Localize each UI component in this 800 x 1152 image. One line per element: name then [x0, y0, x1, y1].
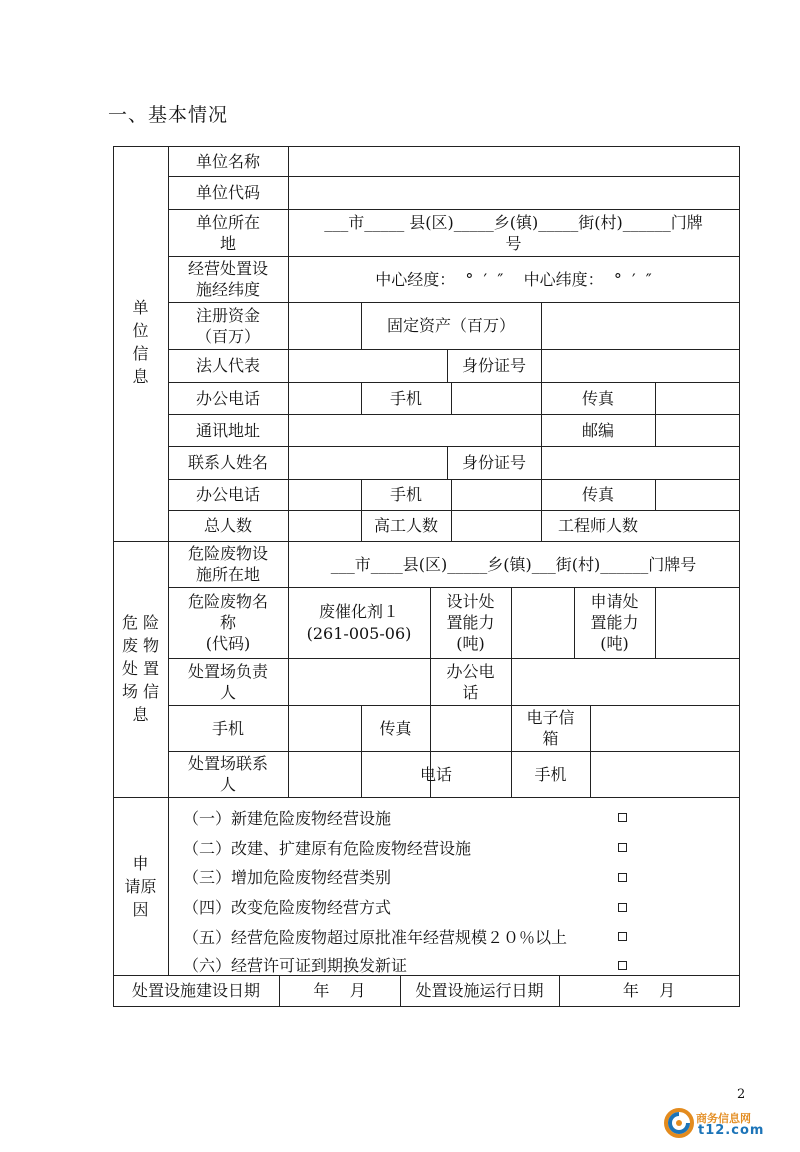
contact-name-label: 联系人姓名	[187, 453, 268, 472]
page-number: 2	[737, 1087, 746, 1102]
site-mobile-label-2: 手机	[534, 764, 567, 784]
hazard-site-field[interactable]: ___市____县(区)_____乡(镇)___街(村)______门牌号	[330, 554, 697, 574]
hazard-group-row-2: 废 物	[121, 635, 160, 655]
reason-item-6: （六）经营许可证到期换发新证	[183, 956, 408, 975]
address-field[interactable]	[288, 414, 541, 446]
hazard-group-row-3: 处 置	[121, 658, 160, 678]
legal-rep-field[interactable]	[288, 349, 447, 382]
office-phone-field-2[interactable]	[288, 479, 361, 510]
senior-eng-field[interactable]	[451, 510, 541, 541]
apply-capacity-label: 申请处 置能力 (吨)	[590, 592, 639, 653]
reason-checkbox-3[interactable]	[618, 873, 627, 882]
reasons-group-label: 申 请原 因	[124, 853, 157, 919]
site-contact-label: 处置场联系 人	[187, 754, 268, 794]
site-fax-field[interactable]	[430, 705, 511, 751]
fixed-assets-field[interactable]	[541, 302, 739, 349]
fax-field[interactable]	[655, 382, 739, 414]
unit-location-field[interactable]: ___市_____ 县(区)_____乡(镇)_____街(村)______门牌 号	[324, 212, 703, 253]
unit-coord-field[interactable]: 中心经度： ° ′ ″ 中心纬度： ° ′ ″	[375, 269, 652, 289]
mobile-field-2[interactable]	[451, 479, 541, 510]
reason-checkbox-4[interactable]	[618, 903, 627, 912]
section-title: 一、基本情况	[108, 104, 229, 126]
site-manager-field[interactable]	[288, 658, 430, 705]
reason-checkbox-2[interactable]	[618, 843, 627, 852]
capital-label: 注册资金 （百万）	[195, 305, 260, 346]
fixed-assets-label: 固定资产（百万）	[386, 316, 515, 335]
site-office-phone-field[interactable]	[511, 658, 739, 705]
unit-name-field[interactable]	[288, 146, 739, 176]
site-mobile-field[interactable]	[288, 705, 361, 751]
unit-location-label: 单位所在 地	[195, 212, 260, 253]
site-office-phone-label: 办公电 话	[446, 661, 495, 702]
site-email-label: 电子信 箱	[526, 708, 575, 748]
reason-checkbox-1[interactable]	[618, 813, 627, 822]
fax-field-2[interactable]	[655, 479, 739, 510]
apply-capacity-field[interactable]	[655, 587, 739, 658]
hazard-group-row-1: 危 险	[121, 612, 160, 632]
capital-field[interactable]	[288, 302, 361, 349]
application-form	[113, 146, 740, 1007]
waste-name-field[interactable]: 废催化剂１ (261-005-06)	[306, 601, 412, 643]
mobile-field[interactable]	[451, 382, 541, 414]
design-capacity-label: 设计处 置能力 (吨)	[446, 592, 495, 653]
site-phone-label: 电话	[419, 764, 452, 784]
senior-eng-label: 高工人数	[373, 516, 438, 535]
mobile-label: 手机	[389, 388, 422, 408]
office-phone-field[interactable]	[288, 382, 361, 414]
unit-code-label: 单位代码	[195, 183, 260, 202]
site-manager-label: 处置场负责 人	[187, 661, 268, 702]
unit-coord-label: 经营处置设 施经纬度	[187, 259, 268, 299]
id-number-label: 身份证号	[461, 356, 526, 375]
fax-label-2: 传真	[581, 485, 614, 504]
reason-item-4: （四）改变危险废物经营方式	[183, 898, 392, 917]
postcode-label: 邮编	[581, 420, 614, 440]
reason-item-2: （二）改建、扩建原有危险废物经营设施	[183, 839, 472, 858]
total-staff-field[interactable]	[288, 510, 361, 541]
run-date-label: 处置设施运行日期	[415, 981, 544, 1000]
site-mobile-field-2[interactable]	[590, 751, 739, 797]
site-email-field[interactable]	[590, 705, 739, 751]
reason-checkbox-5[interactable]	[618, 932, 627, 941]
watermark-swirl-icon	[664, 1108, 694, 1138]
site-fax-label: 传真	[379, 718, 412, 738]
site-mobile-label: 手机	[211, 718, 244, 738]
site-contact-field[interactable]	[288, 751, 361, 797]
address-label: 通讯地址	[195, 420, 260, 440]
office-phone-label: 办公电话	[195, 388, 260, 408]
engineer-label: 工程师人数	[557, 516, 638, 535]
hazard-info-group-label	[113, 608, 168, 728]
watermark-logo	[664, 1108, 784, 1142]
build-date-field[interactable]: 年 月	[313, 981, 366, 1000]
mobile-label-2: 手机	[389, 485, 422, 504]
waste-name-label: 危险废物名 称 (代码)	[187, 592, 268, 653]
id-number-field[interactable]	[541, 349, 739, 382]
legal-rep-label: 法人代表	[195, 356, 260, 375]
engineer-field[interactable]	[655, 510, 739, 541]
fax-label: 传真	[581, 388, 614, 408]
hazard-group-row-4: 场 信	[121, 681, 160, 701]
watermark-bottom-text: t12.com	[698, 1123, 765, 1138]
contact-name-field[interactable]	[288, 446, 447, 479]
postcode-field[interactable]	[655, 414, 739, 446]
contact-id-label: 身份证号	[461, 453, 526, 472]
unit-code-field[interactable]	[288, 176, 739, 209]
office-phone-label-2: 办公电话	[195, 485, 260, 504]
reason-checkbox-6[interactable]	[618, 961, 627, 970]
design-capacity-field[interactable]	[511, 587, 574, 658]
watermark-top-text: 商务信息网	[696, 1112, 751, 1125]
total-staff-label: 总人数	[203, 516, 252, 535]
unit-name-label: 单位名称	[195, 151, 260, 171]
hazard-group-row-5: 息	[132, 704, 149, 724]
build-date-label: 处置设施建设日期	[131, 981, 260, 1000]
run-date-field[interactable]: 年 月	[622, 981, 676, 1000]
hazard-site-label: 危险废物设 施所在地	[187, 544, 268, 584]
reason-item-3: （三）增加危险废物经营类别	[183, 868, 392, 887]
unit-info-group-label: 单 位 信 息	[132, 298, 149, 386]
reason-item-1: （一）新建危险废物经营设施	[183, 809, 392, 828]
contact-id-field[interactable]	[541, 446, 739, 479]
reason-item-5: （五）经营危险废物超过原批准年经营规模２０％以上	[183, 928, 568, 947]
